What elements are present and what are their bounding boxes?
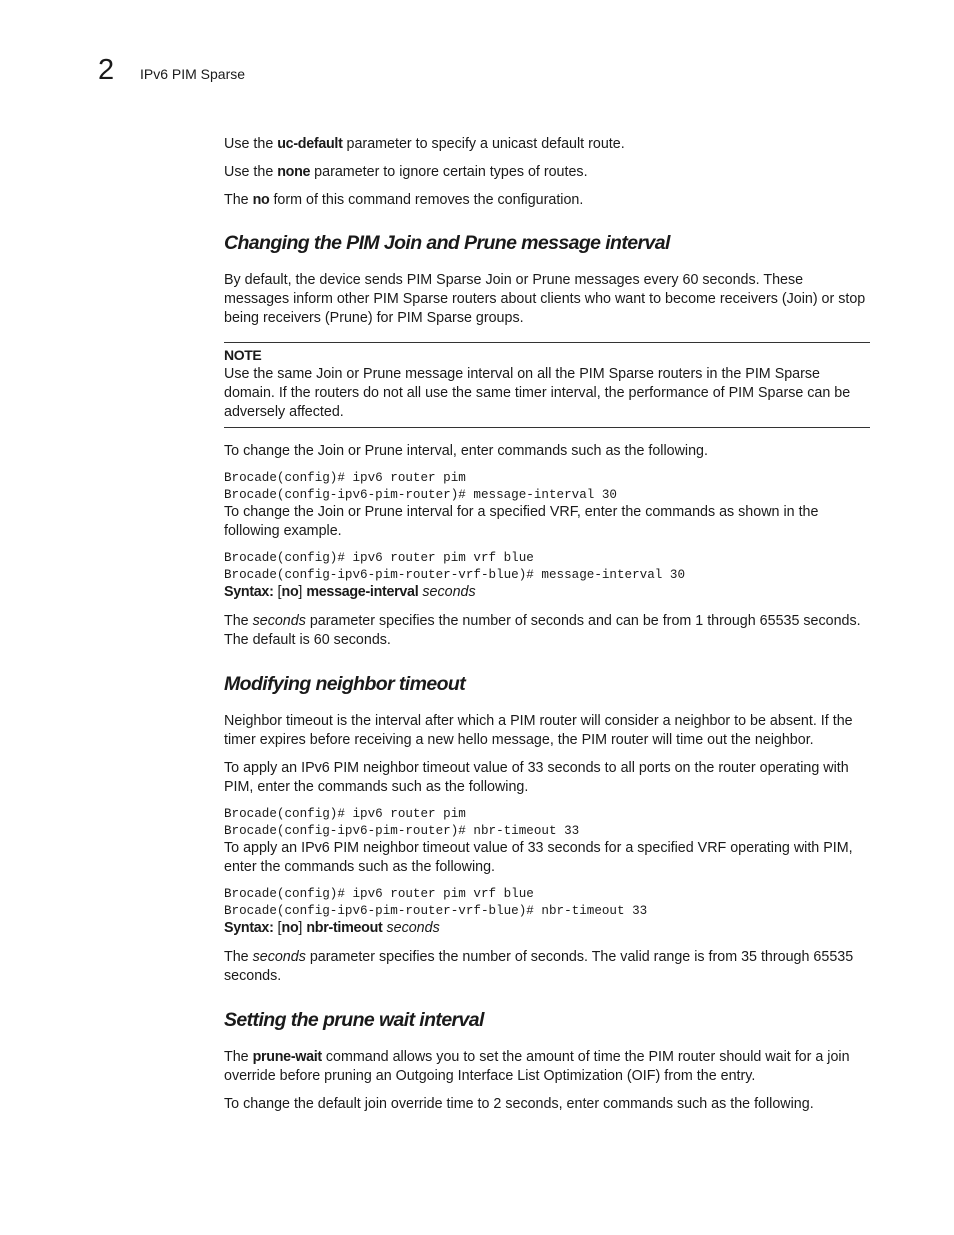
section-heading-neighbor-timeout: Modifying neighbor timeout: [224, 673, 466, 695]
inline-command: prune-wait: [252, 1049, 322, 1065]
intro-paragraph: The no form of this command removes the configuration.: [224, 192, 584, 208]
inline-command: none: [277, 164, 311, 180]
document-body: [224, 135, 870, 1123]
chapter-number: 2: [98, 54, 115, 86]
section-paragraph: To change the default join override time to 2 seconds, enter commands such as the following.: [224, 1096, 814, 1112]
chapter-title: IPv6 PIM Sparse: [140, 66, 246, 82]
code-block: Brocade(config)# ipv6 router pim vrf blue Brocade(config-ipv6-pim-router-vrf-blue)# nbr-timeout 33: [224, 887, 648, 918]
section-paragraph: The seconds parameter specifies the number of seconds. The valid range is from 35 through 65535 seconds.: [224, 949, 854, 984]
note-label: NOTE: [224, 347, 262, 363]
code-block: Brocade(config)# ipv6 router pim vrf blue Brocade(config-ipv6-pim-router-vrf-blue)# message-interval 30: [224, 551, 686, 582]
section-paragraph: To apply an IPv6 PIM neighbor timeout value of 33 seconds to all ports on the router operating with PIM, enter the commands such as the following.: [224, 760, 849, 795]
section-heading-join-prune: Changing the PIM Join and Prune message interval: [224, 232, 670, 254]
section-heading-prune-wait: Setting the prune wait interval: [224, 1009, 484, 1031]
section-paragraph: To apply an IPv6 PIM neighbor timeout value of 33 seconds for a specified VRF operating with PIM, enter the commands such as the following.: [224, 840, 853, 875]
section-paragraph: By default, the device sends PIM Sparse Join or Prune messages every 60 seconds. These messages inform other PIM Sparse routers about clients who want to become receivers (Join) or stop being receivers (Prune) for PIM Sparse groups.: [224, 272, 866, 326]
syntax-line: Syntax: [no] message-interval seconds: [224, 584, 476, 600]
section-paragraph: The prune-wait command allows you to set the amount of time the PIM router should wait for a join override before pruning an Outgoing Interface List Optimization (OIF) from the entry.: [224, 1049, 850, 1084]
intro-paragraph: Use the uc-default parameter to specify a unicast default route.: [224, 136, 625, 152]
note-box: [224, 342, 870, 428]
inline-command: no: [252, 192, 270, 208]
code-block: Brocade(config)# ipv6 router pim Brocade(config-ipv6-pim-router)# message-interval 30: [224, 471, 617, 502]
section-paragraph: Neighbor timeout is the interval after which a PIM router will consider a neighbor to be absent. If the timer expires before receiving a new hello message, the PIM router will time out the neighbor.: [224, 713, 853, 748]
inline-command: uc-default: [277, 136, 343, 152]
section-paragraph: The seconds parameter specifies the number of seconds and can be from 1 through 65535 seconds. The default is 60 seconds.: [224, 613, 861, 648]
section-paragraph: To change the Join or Prune interval for a specified VRF, enter the commands as shown in the following example.: [224, 504, 819, 539]
syntax-line: Syntax: [no] nbr-timeout seconds: [224, 920, 440, 936]
section-paragraph: To change the Join or Prune interval, enter commands such as the following.: [224, 443, 708, 459]
note-text: Use the same Join or Prune message interval on all the PIM Sparse routers in the PIM Sparse domain. If the routers do not all use the same timer interval, the performance of PIM Sparse can be adversely affected.: [224, 366, 851, 420]
code-block: Brocade(config)# ipv6 router pim Brocade(config-ipv6-pim-router)# nbr-timeout 33: [224, 807, 580, 838]
intro-paragraph: Use the none parameter to ignore certain types of routes.: [224, 164, 588, 180]
